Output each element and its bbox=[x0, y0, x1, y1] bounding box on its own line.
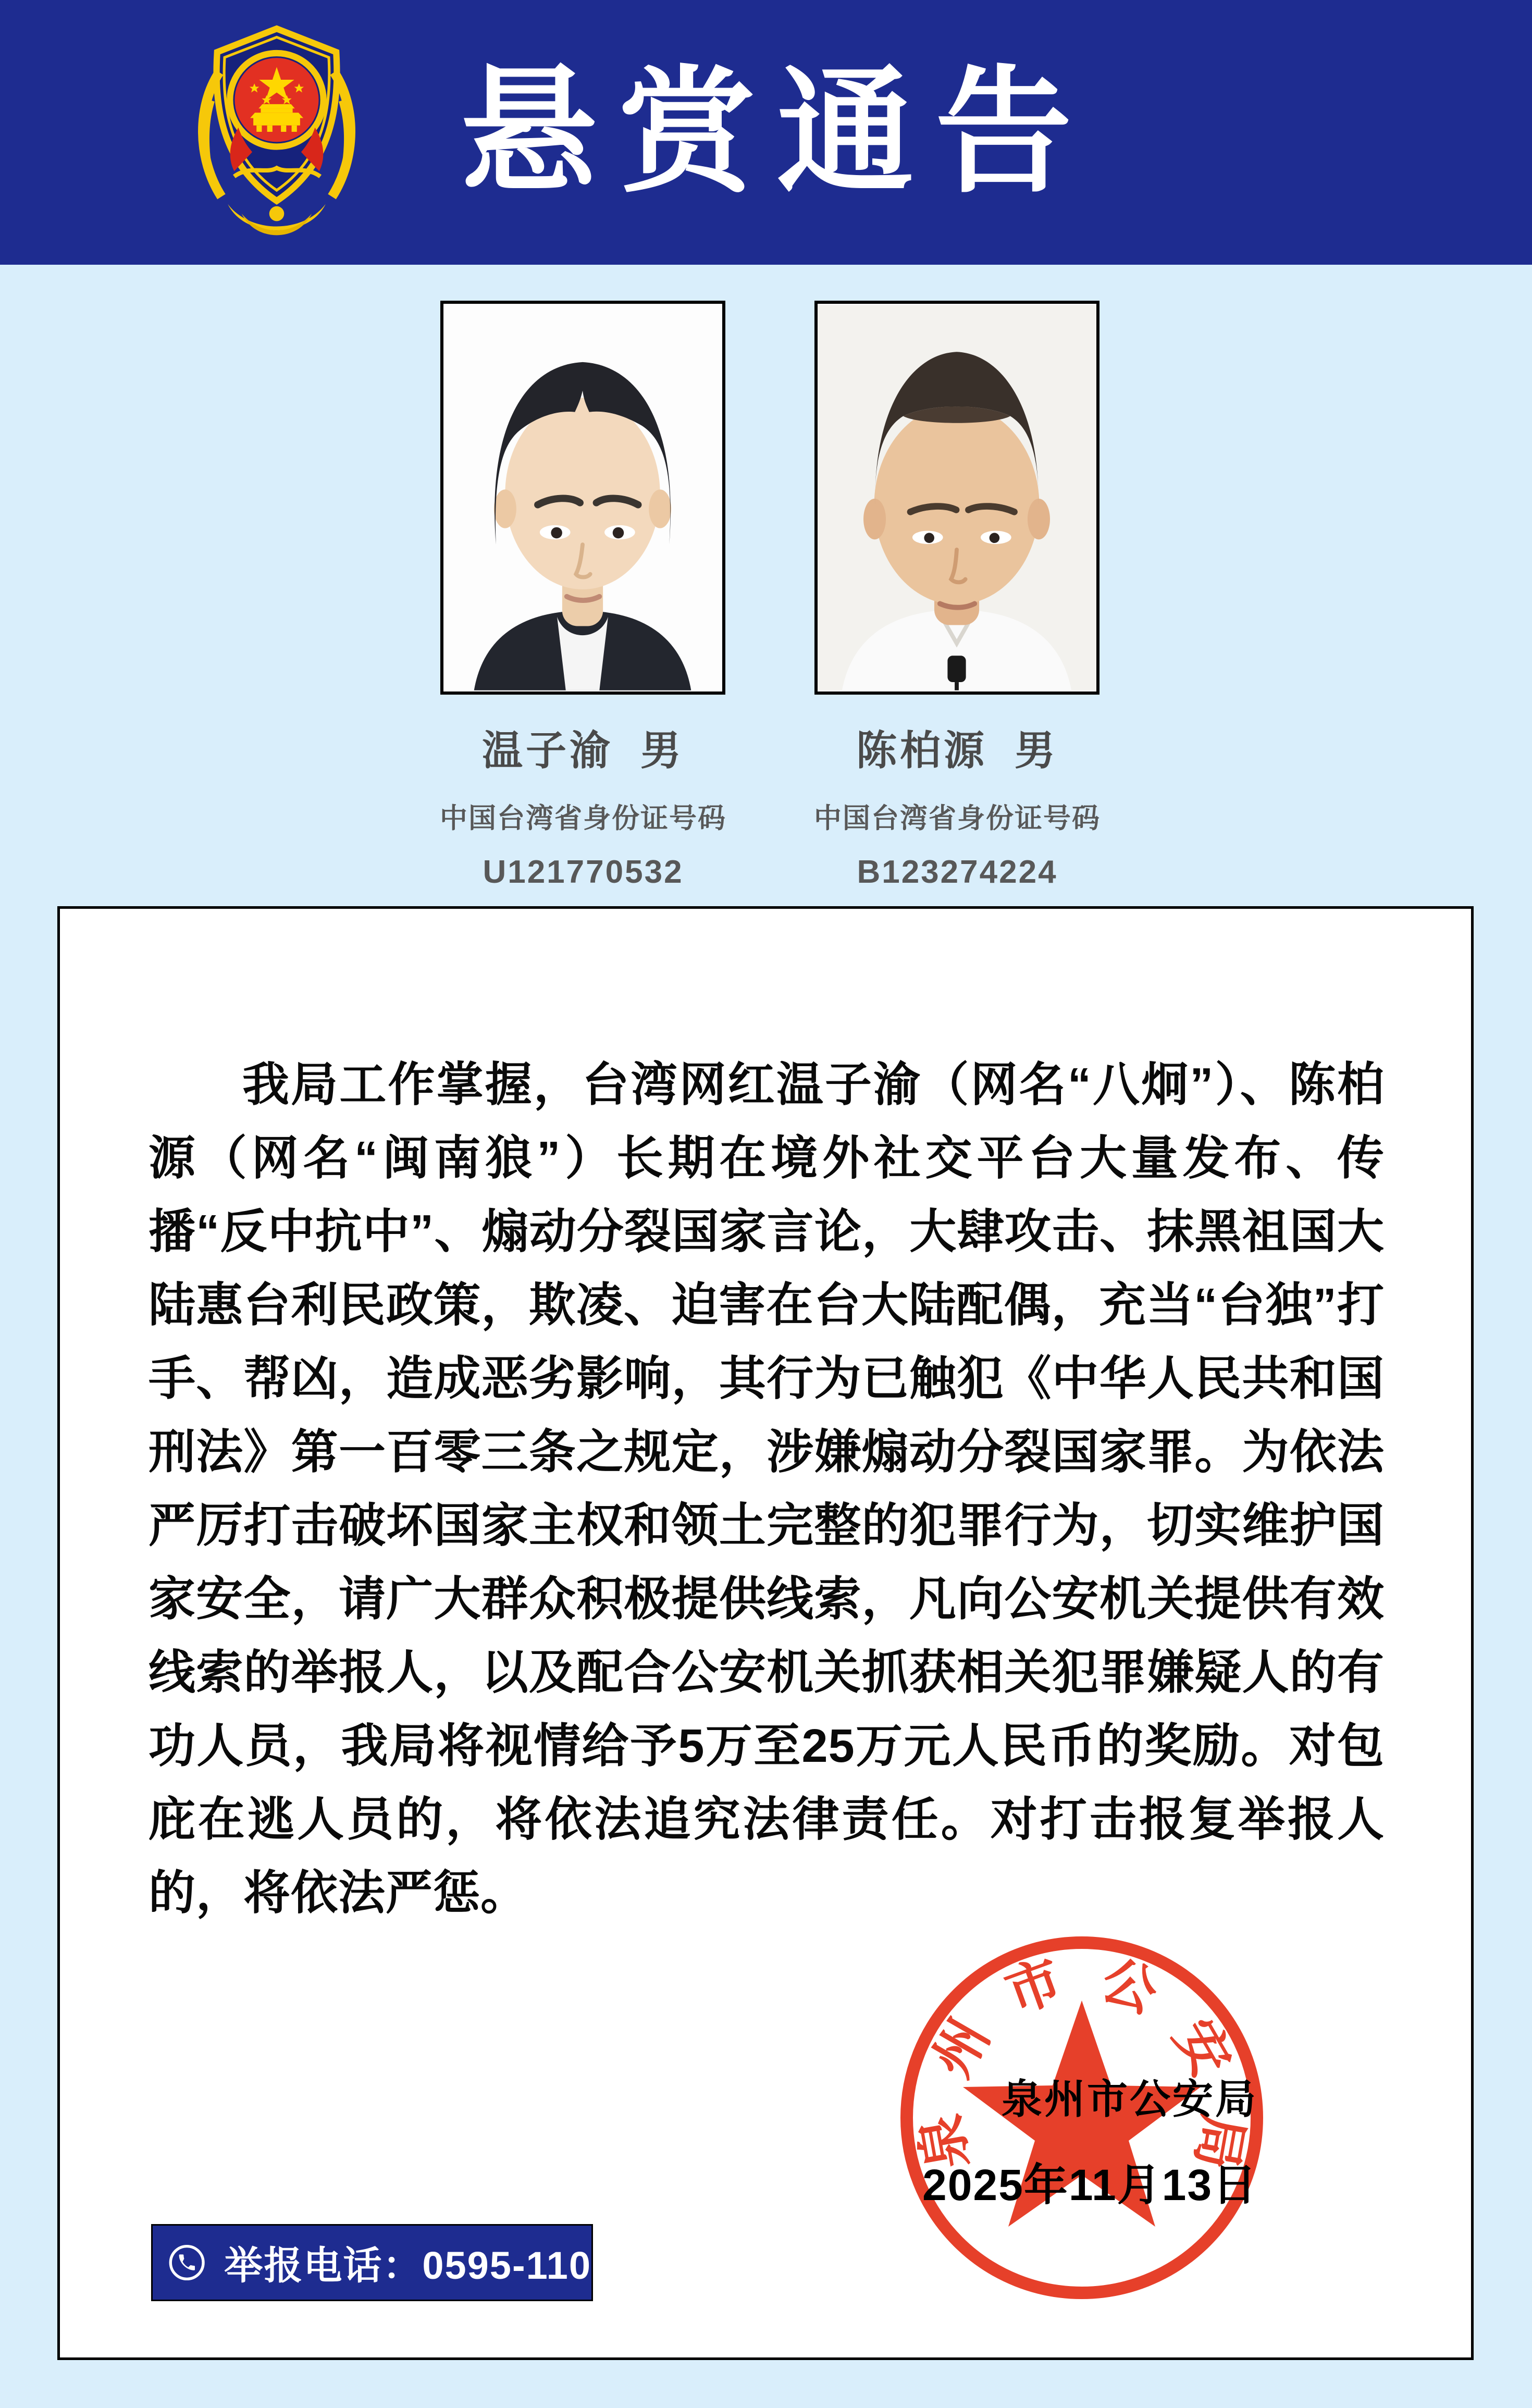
suspect-caption-2 bbox=[790, 718, 1124, 891]
seal-rim-char: 局 bbox=[1184, 2110, 1254, 2174]
portrait-illustration-1 bbox=[443, 304, 722, 691]
seal-rim-char: 泉 bbox=[910, 2110, 979, 2174]
gender-text: 男 bbox=[640, 727, 685, 773]
issuing-agency: 泉州市公安局 bbox=[1002, 2076, 1258, 2122]
suspect-caption-1 bbox=[416, 718, 750, 891]
name-text: 陈柏源 bbox=[856, 727, 987, 773]
suspect-id-number-2: B123274224 bbox=[857, 854, 1058, 890]
hotline-label: 举报电话：0595-110 bbox=[224, 2244, 591, 2287]
header-bar bbox=[0, 0, 1532, 265]
seal-rim-char: 州 bbox=[921, 2009, 1001, 2087]
suspect-photo-2 bbox=[814, 301, 1099, 695]
suspect-photo-1 bbox=[440, 301, 725, 695]
seal-rim-char: 市 bbox=[998, 1949, 1070, 2025]
hotline-bar bbox=[151, 2224, 593, 2301]
name-text: 温子渝 bbox=[481, 727, 613, 773]
issue-date: 2025年11月13日 bbox=[922, 2160, 1258, 2209]
phone-icon bbox=[167, 2237, 206, 2288]
suspect-id-label-2: 中国台湾省身份证号码 bbox=[814, 803, 1101, 834]
notice-paragraph: 我局工作掌握，台湾网红温子渝（网名“八炯”）、陈柏源（网名“闽南狼”）长期在境外社交平台大量发布、传播“反中抗中”、煽动分裂国家言论，大肆攻击、抹黑祖国大陆惠台利民政策，欺凌、迫害在台大陆配偶，充当“台独”打手、帮凶，造成恶劣影响，其行为已触犯《中华人民共和国刑法》第一百零三条之规定，涉嫌煽动分裂国家罪。为依法严厉打击破坏国家主权和领土完整的犯罪行为，切实维护国家安全，请广大群众积极提供线索，凡向公安机关提供有效线索的举报人，以及配合公安机关抓获相关犯罪嫌疑人的有功人员，我局将视情给予5万至25万元人民币的奖励。对包庇在逃人员的，将依法追究法律责任。对打击报复举报人的，将依法严惩。 bbox=[149, 1059, 1385, 1919]
police-badge-icon bbox=[197, 21, 356, 245]
portrait-illustration-2 bbox=[818, 304, 1096, 691]
suspect-id-number-1: U121770532 bbox=[483, 854, 684, 890]
seal-rim-char: 安 bbox=[1163, 2009, 1242, 2087]
seal-rim-char: 公 bbox=[1093, 1949, 1166, 2025]
suspect-name-2 bbox=[790, 718, 1124, 776]
suspect-name-1 bbox=[416, 718, 750, 776]
suspect-id-label-1: 中国台湾省身份证号码 bbox=[440, 803, 726, 834]
page-title: 悬赏通告 bbox=[460, 56, 1094, 208]
gender-text: 男 bbox=[1015, 727, 1059, 773]
